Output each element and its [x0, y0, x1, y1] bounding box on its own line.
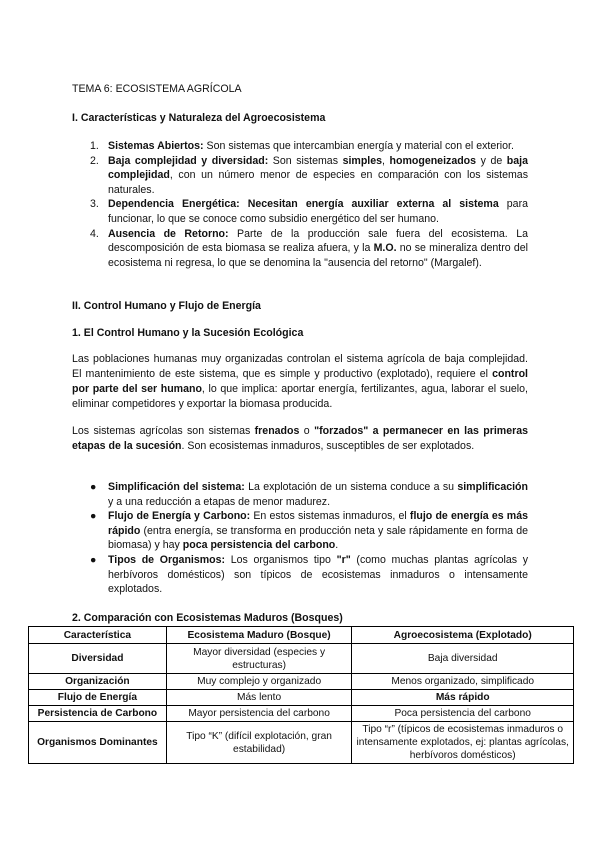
item-text: Parte de la producción sale fuera del ecosistema. La descomposición de esta biomasa se realiza afuera, y la — [108, 227, 528, 255]
item-number: 4. — [90, 227, 99, 240]
bullet-icon: ● — [90, 510, 97, 523]
para-bold: control por parte del ser humano — [72, 368, 528, 395]
table-row — [29, 706, 574, 722]
item-bold: flujo de energía es más rápido — [108, 510, 528, 537]
para-text: Las poblaciones humanas muy organizadas controlan el sistema agrícola de baja complejidad. El mantenimiento de este sistema, que es simple y productivo (explotado), requiere el — [72, 353, 528, 380]
item-bold: homogeneizados — [389, 154, 477, 167]
item-number: 3. — [90, 198, 99, 211]
item-term: Tipos de Organismos: — [108, 553, 226, 566]
item-text: Son sistemas — [268, 154, 343, 167]
bullet-icon: ● — [90, 553, 97, 566]
para-text: . Son ecosistemas inmaduros, susceptibles de ser explotados. — [181, 440, 475, 452]
table-row — [29, 674, 574, 690]
item-term: Dependencia Energética: — [108, 198, 240, 211]
list-item — [72, 197, 528, 226]
table-cell: Organización — [29, 674, 167, 690]
table-cell: Menos organizado, simplificado — [352, 674, 574, 690]
item-bold: M.O. — [373, 242, 397, 255]
section1-heading: I. Características y Naturaleza del Agroecosistema — [72, 112, 326, 124]
item-text: En estos sistemas inmaduros, el — [250, 510, 410, 523]
table-row — [29, 644, 574, 674]
item-term: Baja complejidad y diversidad: — [108, 154, 269, 167]
table-cell: Tipo “K” (difícil explotación, gran estabilidad) — [166, 722, 352, 764]
section2-heading: II. Control Humano y Flujo de Energía — [72, 300, 261, 312]
para-bold: "forzados" a permanecer en las primeras etapas de la sucesión — [72, 425, 528, 452]
item-text: (como muchas plantas agrícolas y herbívoros domésticos) son típicos de ecosistemas inmaduros o intensamente explotados. — [108, 553, 529, 596]
list-item — [72, 509, 528, 553]
item-text: para funcionar, lo que se conoce como subsidio energético del ser humano. — [108, 198, 528, 225]
item-text: Son sistemas que intercambian energía y material con el exterior. — [203, 140, 514, 152]
item-number: 1. — [90, 140, 99, 152]
table-cell: Organismos Dominantes — [29, 722, 167, 764]
item-text: y de — [476, 154, 507, 167]
table-cell: Tipo “r” (típicos de ecosistemas inmaduros o intensamente explotados, ej: plantas agrícolas, herbívoros domésticos) — [352, 722, 574, 764]
characteristics-list — [72, 139, 528, 270]
para-text: o — [299, 425, 315, 437]
item-text: y a una reducción a etapas de menor madurez. — [108, 495, 331, 508]
item-bold: Necesitan energía auxiliar externa al sistema — [239, 198, 499, 211]
item-number: 2. — [90, 154, 99, 167]
item-text: (entra energía, se transforma en producción neta y sale rápidamente en forma de biomasa) y hay — [108, 524, 528, 552]
para-text: Los sistemas agrícolas son sistemas — [72, 425, 255, 437]
para-bold: frenados — [254, 425, 300, 437]
table-cell: Más lento — [166, 690, 352, 706]
table-cell: Mayor diversidad (especies y estructuras) — [166, 644, 352, 674]
list-item — [72, 480, 528, 509]
paragraph-succession — [72, 424, 528, 454]
table-cell: Mayor persistencia del carbono — [166, 706, 352, 722]
item-term: Simplificación del sistema: — [108, 481, 245, 493]
item-term: Flujo de Energía y Carbono: — [108, 510, 251, 523]
item-text: , — [382, 154, 390, 167]
subsection1-heading: 1. El Control Humano y la Sucesión Ecológica — [72, 327, 304, 339]
item-text: Los organismos tipo — [225, 553, 337, 566]
comparison-table — [28, 626, 574, 764]
item-term: Sistemas Abiertos: — [108, 140, 204, 152]
item-bold: "r" — [336, 553, 351, 566]
table-header: Característica — [29, 627, 167, 644]
table-row — [29, 722, 574, 764]
item-term: Ausencia de Retorno: — [108, 227, 229, 240]
item-text: . — [335, 539, 339, 552]
document-title: TEMA 6: ECOSISTEMA AGRÍCOLA — [72, 83, 242, 95]
item-text: La explotación de un sistema conduce a su — [244, 481, 458, 493]
item-bold: simples — [342, 154, 383, 167]
table-header-row — [29, 627, 574, 644]
table-header: Agroecosistema (Explotado) — [352, 627, 574, 644]
paragraph-control — [72, 352, 528, 412]
list-item — [72, 553, 528, 597]
list-item — [72, 154, 528, 198]
bullet-icon: ● — [90, 481, 97, 493]
bullet-list — [72, 480, 528, 597]
table-cell: Diversidad — [29, 644, 167, 674]
table-cell: Flujo de Energía — [29, 690, 167, 706]
table-cell: Más rápido — [352, 690, 574, 706]
item-bold: baja complejidad — [108, 154, 528, 182]
table-cell: Poca persistencia del carbono — [352, 706, 574, 722]
list-item — [72, 227, 528, 271]
item-bold: simplificación — [457, 481, 528, 493]
table-cell: Baja diversidad — [352, 644, 574, 674]
table-cell: Muy complejo y organizado — [166, 674, 352, 690]
table-header: Ecosistema Maduro (Bosque) — [166, 627, 352, 644]
item-text: no se mineraliza dentro del ecosistema ni regresa, lo que se denomina la "ausencia del retorno" (Margalef). — [108, 242, 528, 269]
item-text: , con un número menor de especies en comparación con los sistemas naturales. — [108, 169, 528, 196]
item-bold: poca persistencia del carbono — [182, 539, 336, 552]
list-item — [72, 139, 528, 154]
table-row — [29, 690, 574, 706]
table-cell: Persistencia de Carbono — [29, 706, 167, 722]
subsection2-heading: 2. Comparación con Ecosistemas Maduros (Bosques) — [72, 612, 343, 624]
para-text: , lo que implica: aportar energía, fertilizantes, agua, laborar el suelo, eliminar competidores y exportar la biomasa producida. — [72, 383, 528, 410]
